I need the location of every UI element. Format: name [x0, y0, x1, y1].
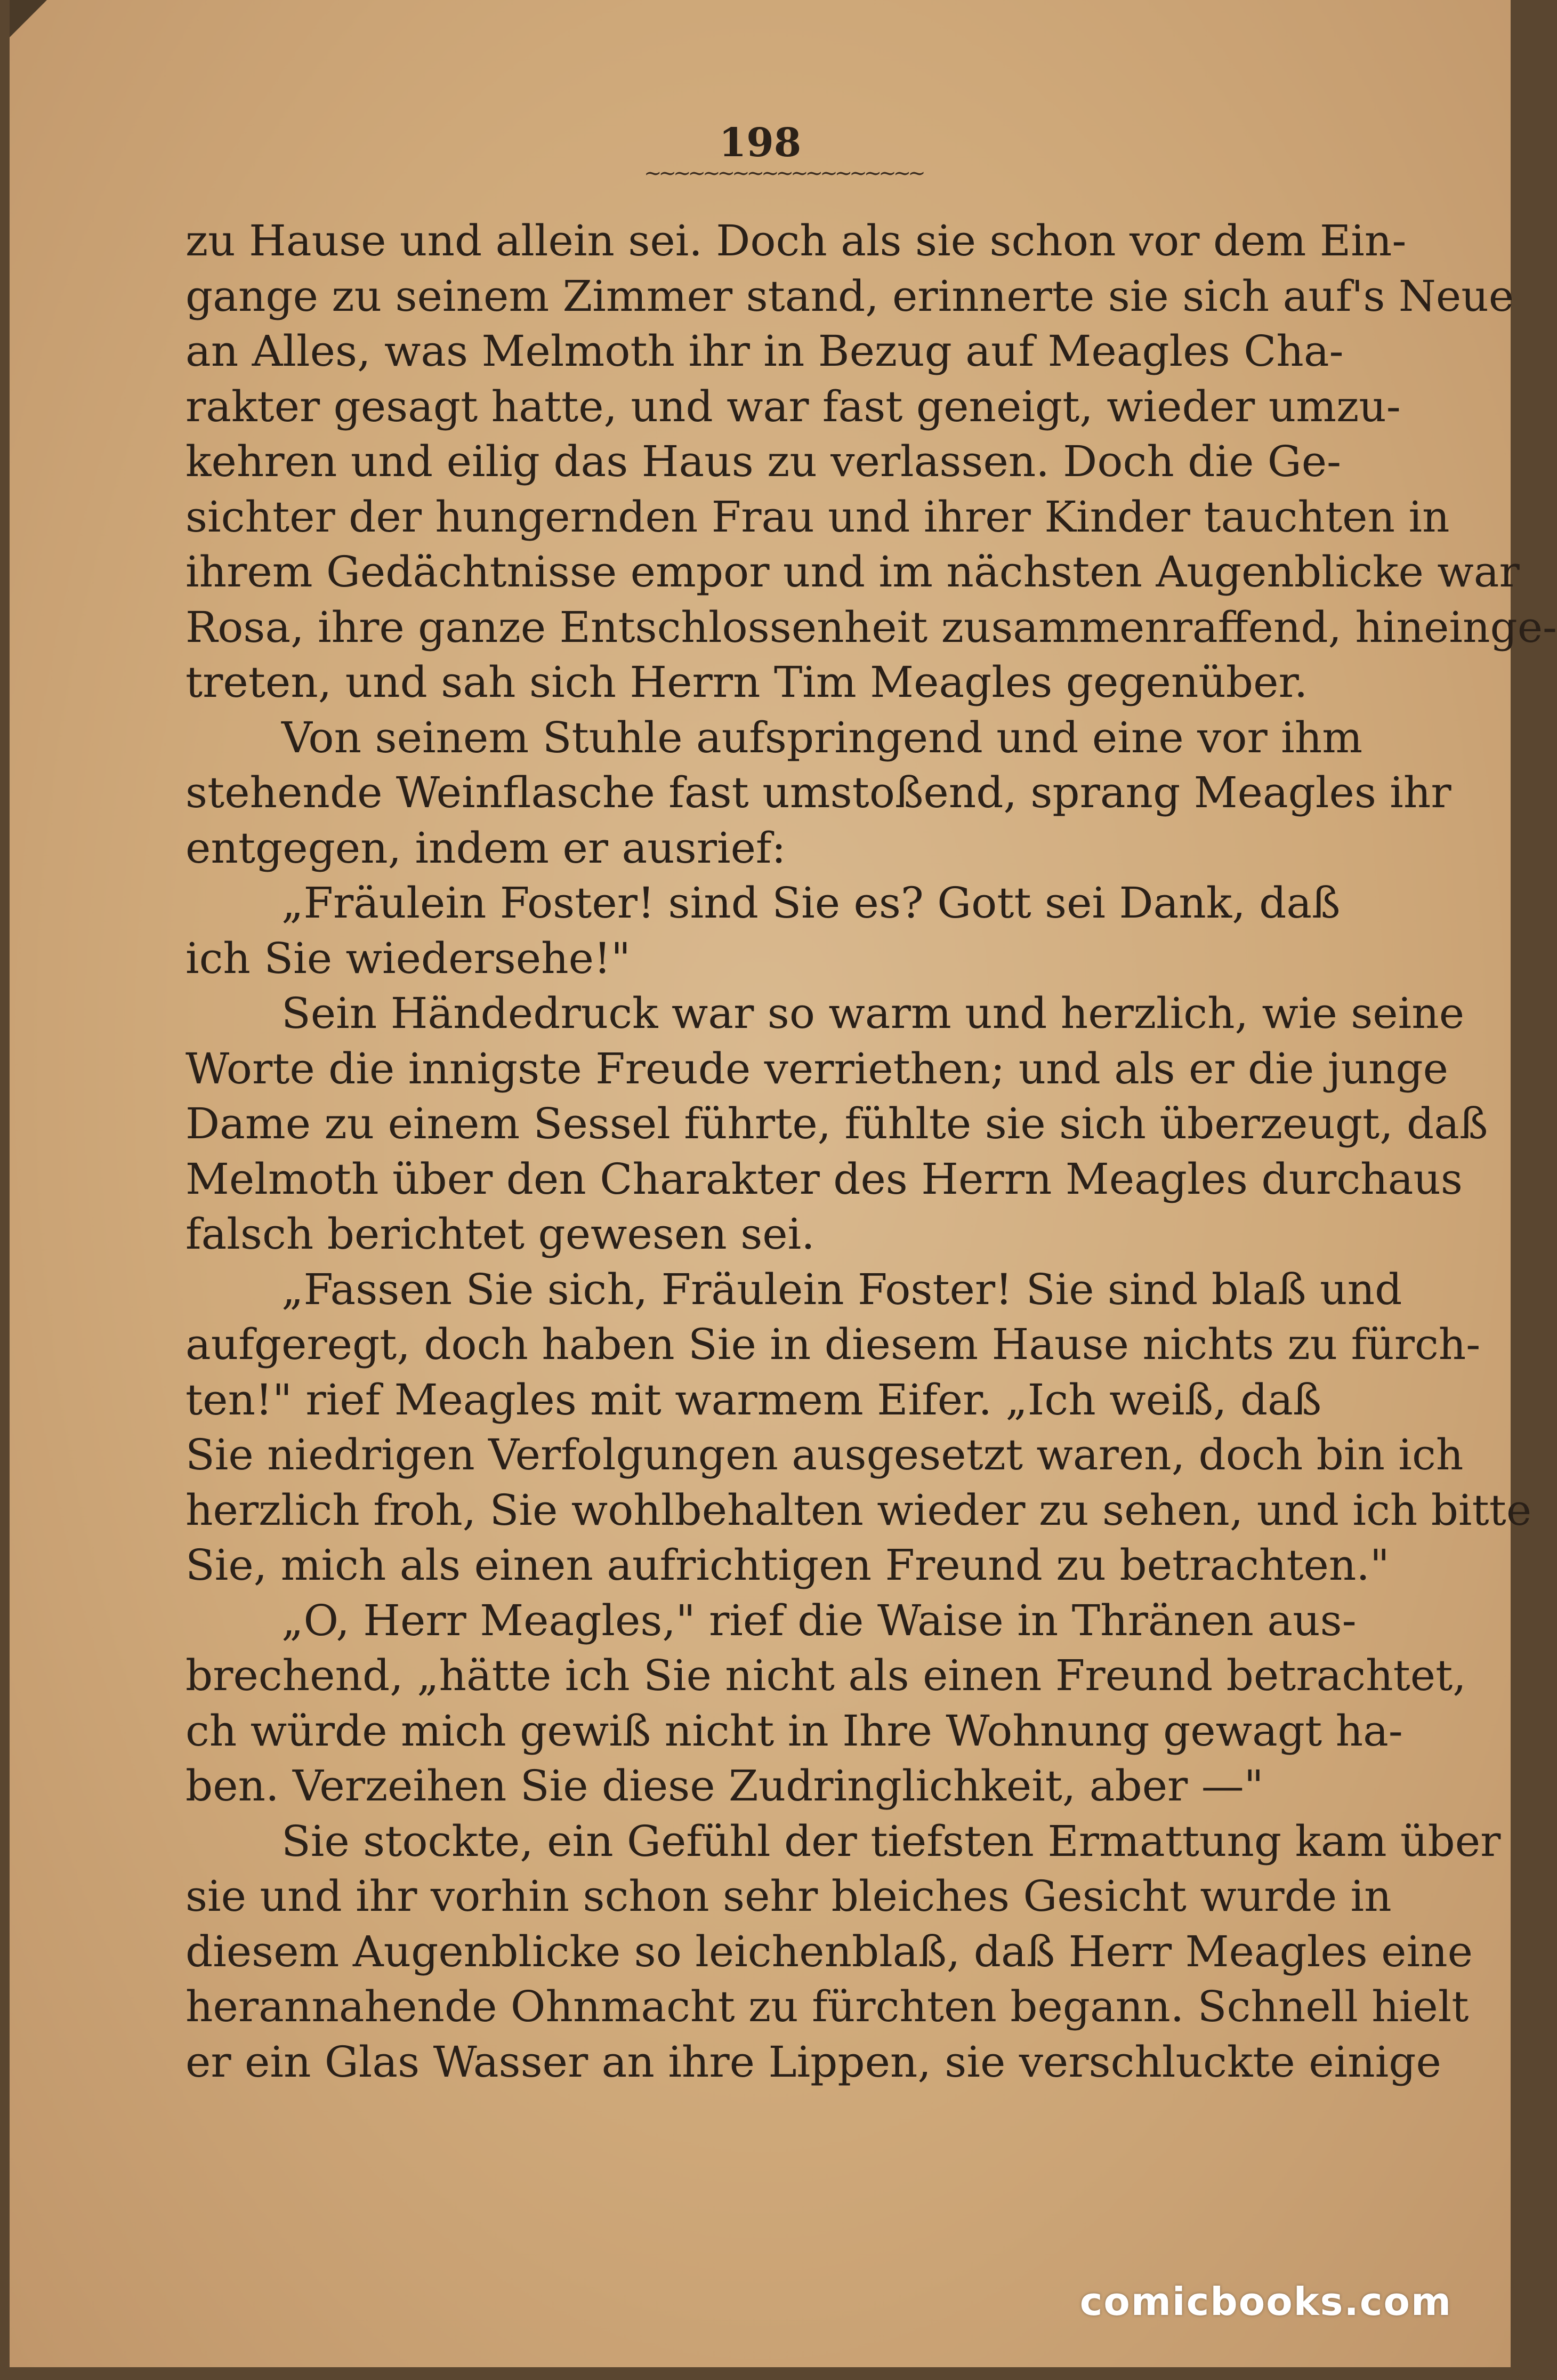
text-line: herannahende Ohnmacht zu fürchten begann. Schnell hielt	[185, 1982, 1469, 2031]
text-line: er ein Glas Wasser an ihre Lippen, sie verschluckte einige	[185, 2037, 1441, 2087]
text-line: Sie, mich als einen aufrichtigen Freund zu betrachten."	[185, 1540, 1390, 1590]
text-line: herzlich froh, Sie wohlbehalten wieder zu sehen, und ich bitte	[185, 1485, 1532, 1535]
text-line: Sein Händedruck war so warm und herzlich, wie seine	[281, 988, 1465, 1038]
text-line: Sie stockte, ein Gefühl der tiefsten Ermattung kam über	[281, 1816, 1501, 1866]
text-line: ich Sie wiedersehe!"	[185, 933, 631, 983]
text-line: „O, Herr Meagles," rief die Waise in Thränen aus-	[281, 1595, 1357, 1645]
text-line: treten, und sah sich Herrn Tim Meagles gegenüber.	[185, 657, 1308, 707]
text-line: entgegen, indem er ausrief:	[185, 823, 786, 873]
text-line: gange zu seinem Zimmer stand, erinnerte sie sich auf's Neue	[185, 271, 1514, 321]
text-line: ihrem Gedächtnisse empor und im nächsten Augenblicke war	[185, 547, 1520, 597]
text-line: kehren und eilig das Haus zu verlassen. Doch die Ge-	[185, 437, 1342, 486]
text-line: falsch berichtet gewesen sei.	[185, 1209, 815, 1259]
text-line: „Fräulein Foster! sind Sie es? Gott sei Dank, daß	[281, 878, 1341, 928]
text-line: Von seinem Stuhle aufspringend und eine vor ihm	[281, 712, 1363, 762]
text-line: sie und ihr vorhin schon sehr bleiches Gesicht wurde in	[185, 1871, 1392, 1921]
text-line: Dame zu einem Sessel führte, fühlte sie sich überzeugt, daß	[185, 1099, 1488, 1148]
page-corner	[10, 0, 47, 37]
text-line: ch würde mich gewiß nicht in Ihre Wohnung gewagt ha-	[185, 1706, 1403, 1756]
text-line: ten!" rief Meagles mit warmem Eifer. „Ich weiß, daß	[185, 1374, 1322, 1425]
text-line: Melmoth über den Charakter des Herrn Meagles durchaus	[185, 1154, 1463, 1204]
page-number: 198	[719, 120, 802, 166]
text-line: ben. Verzeihen Sie diese Zudringlichkeit, aber —"	[185, 1761, 1264, 1811]
text-line: diesem Augenblicke so leichenblaß, daß Herr Meagles eine	[185, 1926, 1473, 1976]
text-line: Worte die innigste Freude verriethen; und als er die junge	[185, 1043, 1449, 1093]
text-line: sichter der hungernden Frau und ihrer Kinder tauchten in	[185, 492, 1450, 542]
text-line: Rosa, ihre ganze Entschlossenheit zusammenraffend, hineinge-	[185, 602, 1557, 652]
text-line: rakter gesagt hatte, und war fast geneigt, wieder umzu-	[185, 381, 1401, 431]
text-line: stehende Weinflasche fast umstoßend, sprang Meagles ihr	[185, 768, 1451, 817]
watermark: comicbooks.com	[1079, 2279, 1452, 2324]
header-ornament: ~~~~~~~~~~~~~~~~~~~	[644, 161, 923, 186]
text-line: Sie niedrigen Verfolgungen ausgesetzt waren, doch bin ich	[185, 1430, 1464, 1480]
text-line: „Fassen Sie sich, Fräulein Foster! Sie sind blaß und	[281, 1264, 1402, 1314]
text-line: aufgeregt, doch haben Sie in diesem Hause nichts zu fürch-	[185, 1320, 1481, 1369]
text-line: brechend, „hätte ich Sie nicht als einen Freund betrachtet,	[185, 1651, 1466, 1700]
body-text	[185, 213, 1557, 2089]
text-line: zu Hause und allein sei. Doch als sie schon vor dem Ein-	[185, 216, 1407, 266]
book-page	[10, 0, 1557, 2367]
text-line: an Alles, was Melmoth ihr in Bezug auf Meagles Cha-	[185, 326, 1344, 376]
